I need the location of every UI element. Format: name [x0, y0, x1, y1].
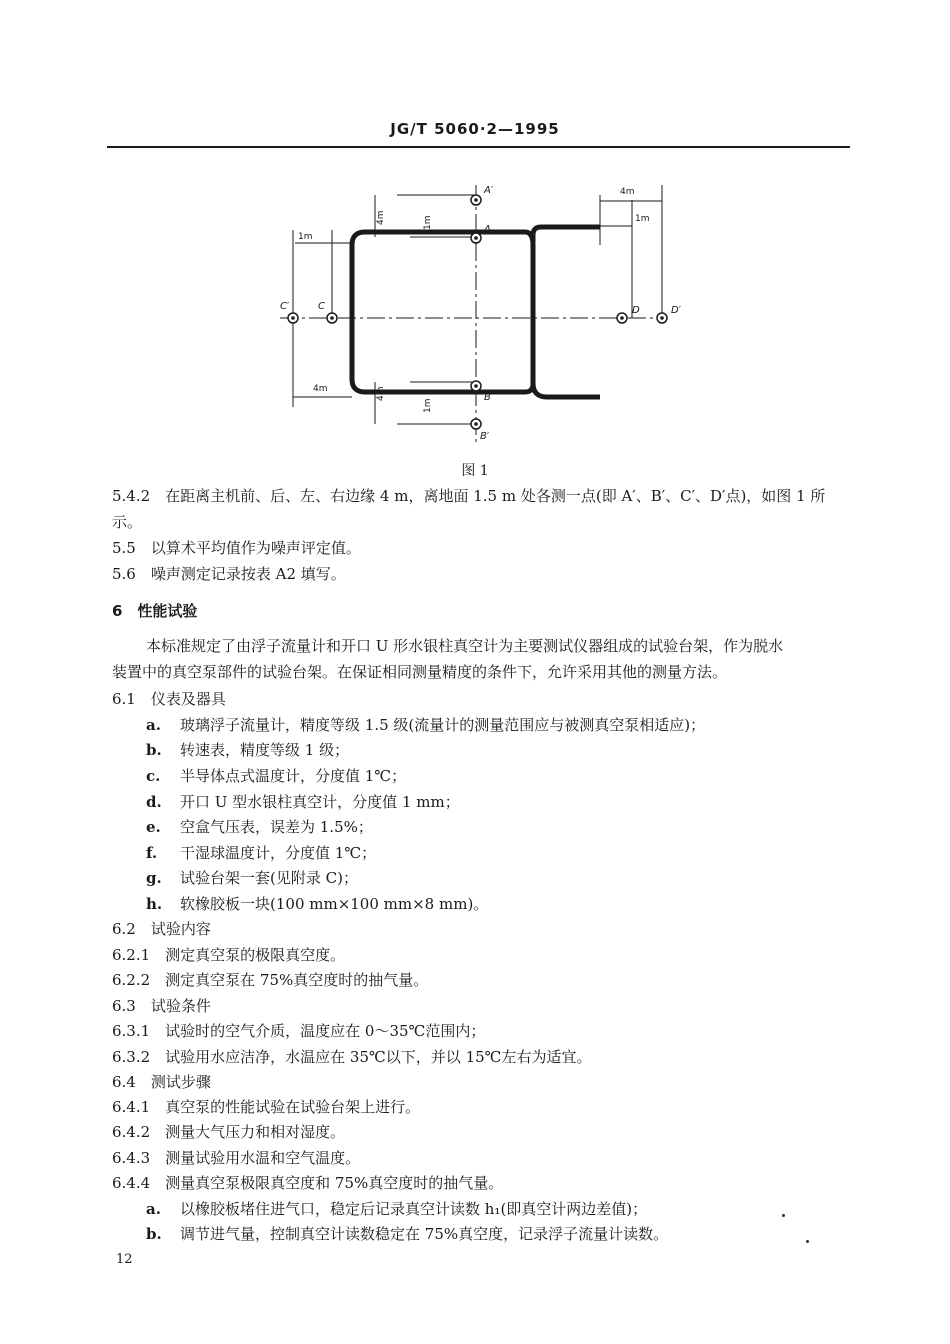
- clause-6-2-2: 6.2.2 测定真空泵在 75%真空度时的抽气量。: [112, 971, 429, 989]
- clause-5-6: 5.6 噪声测定记录按表 A2 填写。: [112, 565, 346, 583]
- label-b: B: [484, 392, 491, 403]
- clause-6-4: 6.4 测试步骤: [112, 1073, 211, 1091]
- clause-6-4-2: 6.4.2 测量大气压力和相对湿度。: [112, 1123, 346, 1141]
- label-a-prime: A′: [484, 185, 494, 196]
- list-item: d. 开口 U 型水银柱真空计，分度值 1 mm；: [146, 793, 460, 811]
- list-item: a. 玻璃浮子流量计，精度等级 1.5 级(流量计的测量范围应与被测真空泵相适应)；: [146, 716, 706, 734]
- page-number: 12: [116, 1252, 133, 1267]
- clause-6-3: 6.3 试验条件: [112, 997, 211, 1015]
- scan-speck: [806, 1240, 809, 1243]
- clause-6-4-3: 6.4.3 测量试验用水温和空气温度。: [112, 1149, 361, 1167]
- machine-outline: [352, 232, 533, 392]
- list-item: f. 干湿球温度计，分度值 1℃；: [146, 844, 377, 862]
- clause-5-4-2-cont: 示。: [112, 513, 143, 531]
- outlet-pipe: [533, 227, 600, 397]
- clause-5-5: 5.5 以算术平均值作为噪声评定值。: [112, 539, 361, 557]
- label-d: D: [632, 305, 640, 316]
- dim-top-1m: 1m: [423, 215, 433, 230]
- list-item: e. 空盒气压表，误差为 1.5%；: [146, 818, 373, 836]
- paragraph-line-2: 装置中的真空泵部件的试验台架。在保证相同测量精度的条件下，允许采用其他的测量方法。: [112, 663, 728, 681]
- scan-speck: [782, 1214, 785, 1217]
- clause-6-1: 6.1 仪表及器具: [112, 690, 226, 708]
- label-d-prime: D′: [671, 305, 681, 316]
- dim-bottom-1m: 1m: [423, 398, 433, 413]
- clause-5-4-2: 5.4.2 在距离主机前、后、左、右边缘 4 m，离地面 1.5 m 处各测一点(即 A′、B′、C′、D′点)，如图 1 所: [112, 487, 826, 505]
- step-a: a. 以橡胶板堵住进气口，稳定后记录真空计读数 h₁(即真空计两边差值)；: [146, 1200, 648, 1218]
- list-item: h. 软橡胶板一块(100 mm×100 mm×8 mm)。: [146, 895, 489, 913]
- step-b: b. 调节进气量，控制真空计读数稳定在 75%真空度，记录浮子流量计读数。: [146, 1225, 669, 1243]
- clause-6-4-4: 6.4.4 测量真空泵极限真空度和 75%真空度时的抽气量。: [112, 1174, 504, 1192]
- dim-bottom-4m: 4m: [376, 386, 386, 401]
- dim-top-4m: 4m: [376, 210, 386, 225]
- label-a: A: [484, 224, 491, 235]
- standard-code: JG/T 5060·2—1995: [390, 120, 560, 138]
- label-c: C: [318, 301, 325, 312]
- list-item: b. 转速表，精度等级 1 级；: [146, 741, 350, 759]
- list-item: c. 半导体点式温度计，分度值 1℃；: [146, 767, 407, 785]
- dim-left-4m: 4m: [313, 384, 328, 394]
- header-rule: [107, 146, 850, 148]
- clause-6-4-1: 6.4.1 真空泵的性能试验在试验台架上进行。: [112, 1098, 421, 1116]
- clause-6-2: 6.2 试验内容: [112, 920, 211, 938]
- label-b-prime: B′: [480, 431, 490, 442]
- measurement-point-diagram: [260, 175, 690, 455]
- label-c-prime: C′: [280, 301, 290, 312]
- dim-left-1m: 1m: [298, 232, 313, 242]
- clause-6-3-1: 6.3.1 试验时的空气介质，温度应在 0～35℃范围内；: [112, 1022, 486, 1040]
- clause-6-2-1: 6.2.1 测定真空泵的极限真空度。: [112, 946, 346, 964]
- list-item: g. 试验台架一套(见附录 C)；: [146, 869, 358, 887]
- dim-right-1m: 1m: [635, 214, 650, 224]
- paragraph-line-1: 本标准规定了由浮子流量计和开口 U 形水银柱真空计为主要测试仪器组成的试验台架，作为脱水: [146, 637, 784, 655]
- figure-caption: 图 1: [461, 463, 489, 479]
- dim-right-4m: 4m: [620, 187, 635, 197]
- section-6-heading: 6 性能试验: [112, 602, 198, 620]
- clause-6-3-2: 6.3.2 试验用水应洁净，水温应在 35℃以下，并以 15℃左右为适宜。: [112, 1048, 592, 1066]
